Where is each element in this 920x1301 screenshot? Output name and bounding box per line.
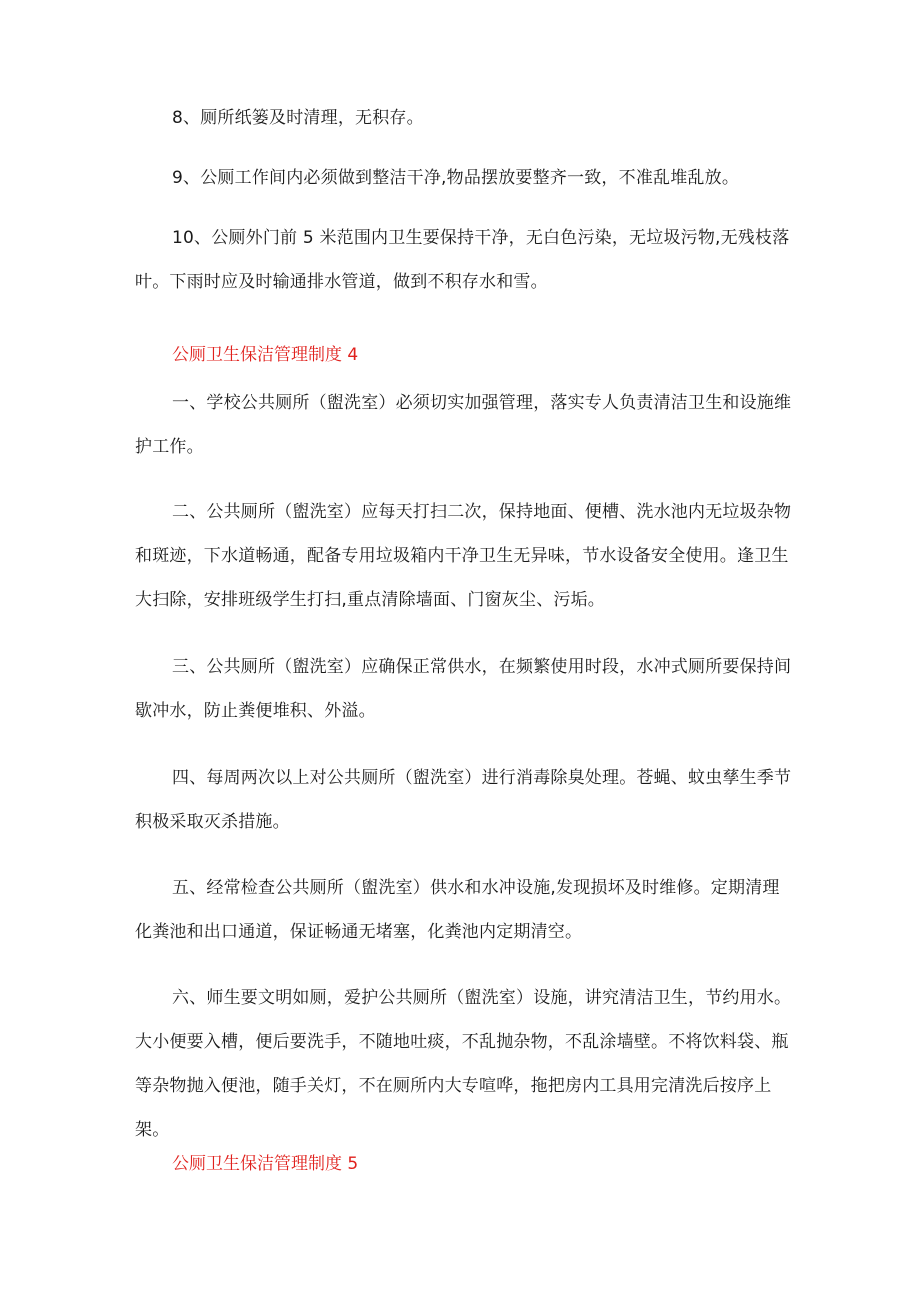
section-4-paragraph-2: 二、公共厕所（盥洗室）应每天打扫二次，保持地面、便槽、洗水池内无垃圾杂物和斑迹，下水道畅通，配备专用垃圾箱内干净卫生无异味，节水设备安全使用。逢卫生大扫除，安排班级学生打扫,重点清除墙面、门窗灰尘、污垢。: [135, 502, 792, 610]
item-9: 9、公厕工作间内必须做到整洁干净,物品摆放要整齐一致，不准乱堆乱放。: [172, 168, 740, 188]
section-4-heading: 公厕卫生保洁管理制度 4: [172, 345, 359, 365]
item-8: 8、厕所纸篓及时清理，无积存。: [172, 108, 424, 128]
section-4-paragraph-1: 一、学校公共厕所（盥洗室）必须切实加强管理，落实专人负责清洁卫生和设施维护工作。: [135, 393, 792, 457]
item-10: 10、公厕外门前 5 米范围内卫生要保持干净，无白色污染，无垃圾污物,无残枝落叶。下雨时应及时输通排水管道，做到不积存水和雪。: [135, 228, 790, 292]
section-4-paragraph-6: 六、师生要文明如厕，爱护公共厕所（盥洗室）设施，讲究清洁卫生，节约用水。大小便要入槽，便后要洗手，不随地吐痰，不乱抛杂物，不乱涂墙壁。不将饮料袋、瓶等杂物抛入便池，随手关灯，不在厕所内大专喧哗，拖把房内工具用完清洗后按序上架。: [135, 988, 792, 1140]
section-4-paragraph-5: 五、经常检查公共厕所（盥洗室）供水和水冲设施,发现损坏及时维修。定期清理化粪池和出口通道，保证畅通无堵塞，化粪池内定期清空。: [135, 878, 780, 942]
section-4-paragraph-4: 四、每周两次以上对公共厕所（盥洗室）进行消毒除臭处理。苍蝇、蚊虫孳生季节积极采取灭杀措施。: [135, 768, 792, 832]
section-5-heading: 公厕卫生保洁管理制度 5: [172, 1154, 359, 1174]
section-4-paragraph-3: 三、公共厕所（盥洗室）应确保正常供水，在频繁使用时段，水冲式厕所要保持间歇冲水，防止粪便堆积、外溢。: [135, 657, 792, 721]
